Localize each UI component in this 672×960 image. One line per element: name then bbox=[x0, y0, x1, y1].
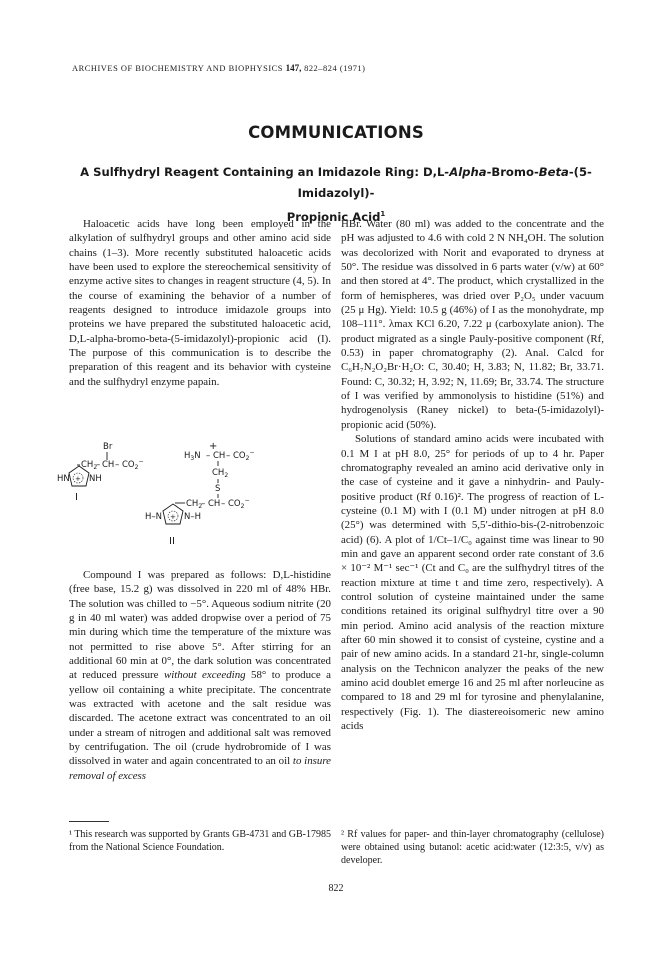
left-column-top bbox=[69, 217, 331, 389]
co2-group: $CO_2^-$ bbox=[122, 458, 144, 471]
svg-text:+: + bbox=[75, 475, 81, 483]
n-h-atom: N–H bbox=[184, 512, 201, 522]
h3n-group: $H_3N$ bbox=[184, 451, 201, 462]
svg-text:–: – bbox=[221, 499, 226, 509]
ch2-group-ii: $CH_2$ bbox=[212, 468, 229, 479]
svg-text:+: + bbox=[170, 513, 176, 521]
ch2-group-ii-b: $CH_2$ bbox=[186, 499, 203, 510]
page-number: 822 bbox=[328, 883, 344, 894]
article-title: A Sulfhydryl Reagent Containing an Imidazole Ring: D,L-Alpha-Bromo-Beta-(5-Imidazolyl)- Propionic Acid$^1$ bbox=[80, 165, 592, 224]
footnote-2: ² Rf values for paper- and thin-layer chromatography (cellulose) were obtained using butanol: acetic acid:water (12:3:5, v/v) as developer. bbox=[341, 829, 604, 866]
ch2-group: $CH_2$ bbox=[81, 460, 98, 471]
volume-number: 147, bbox=[285, 63, 302, 73]
preparation-paragraph: Compound I was prepared as follows: D,L-histidine (free base, 15.2 g) was dissolved in 220 ml of 48% HBr. The solution was chilled to −5°. Aqueous sodium nitrite (20 g in 40 ml water) was added dropwise over a period of 75 min during which time the temperature of the mixture was not permitted to rise above 5°. After stirring for an additional 60 min at 0°, the dark solution was concentrated at reduced pressure without exceeding 58° to produce a yellow oil containing a white precipitate. The concentrate was extracted with acetone and the salt residue was discarded. The acetone extract was concentrated to an oil under a stream of nitrogen and additional salt was removed by centrifugation. The oil (crude hydrobromide of I was dissolved in water and again concentrated to an oil to insure removal of excess bbox=[69, 569, 331, 782]
svg-text:+: + bbox=[209, 441, 218, 452]
hn-atom: HN bbox=[57, 474, 70, 484]
continuation-paragraph: HBr. Water (80 ml) was added to the concentrate and the pH was adjusted to 4.6 with cold 2 N NH₄OH. The solution was decolorized with Norit and evaporated to dryness at 50°. The residue was dissolved in 6 parts water (v/w) at 60° and then stored at 4°. The product, which crystallized in the form of hemispheres, was dried over P₂O₅ under vacuum (25 μ Hg). Yield: 10.5 g (46%) of I as the monohydrate, mp 108–111°. λmax KCl 6.20, 7.22 μ (carboxylate anion). The product migrated as a single Pauly-positive component (Rf, 0.53) in paper chromatography (2). Anal. Calcd for C₆H₇N₂O₂Br·H₂O: C, 30.40; H, 3.83; N, 11.82; Br, 33.71. Found: C, 30.32; H, 3.92; N, 11.69; Br, 33.74. The structure of I was verified by ammonolysis to histidine (51%) and hydrogenolysis (Raney nickel) to beta-(5-imidazolyl)-propionic acid (50%). bbox=[341, 218, 604, 431]
footnote-1: ¹ This research was supported by Grants GB-4731 and GB-17985 from the National Science Foundation. bbox=[69, 829, 331, 853]
structure-label-ii: II bbox=[169, 536, 175, 547]
svg-text:–: – bbox=[201, 499, 206, 509]
right-column bbox=[341, 217, 604, 733]
structure-label-i: I bbox=[75, 492, 78, 503]
chemical-structures-figure bbox=[57, 440, 331, 554]
nh-atom: NH bbox=[89, 474, 102, 484]
h-n-atom: H–N bbox=[145, 512, 162, 522]
br-atom: Br bbox=[103, 442, 113, 452]
svg-text:–: – bbox=[206, 451, 211, 461]
svg-text:–: – bbox=[96, 460, 101, 470]
reaction-paragraph: Solutions of standard amino acids were incubated with 0.1 M I at pH 8.0, 25° for periods of up to 4 hr. Paper chromatography revealed an amino acid derivative only in the case of cysteine and it gave a ninhydrin- and Pauly-positive product (Rf 0.16)². The progress of reaction of L-cysteine (0.1 M) with I (0.1 M) under nitrogen at pH 8.0 (25°) was determined with 5,5′-dithio-bis-(2-nitrobenzoic acid) (6). A plot of 1/Ct–1/C₀ against time was linear to 90 min and gave an apparent second order rate constant of 3.6 × 10⁻² M⁻¹ sec⁻¹ (Ct and C₀ are the sulfhydryl titres of the reaction mixture at time t and time zero, respectively). A control solution of cysteine maintained under the same conditions retained its original sulfhydryl titre over a 90 min period. Amino acid analysis of the reaction mixture after 60 min showed it to consist of cysteine, cystine and a pair of new amino acids. In a standard 21-hr, single-column analysis on the Technicon analyzer the peaks of the new amino acid doublet emerge 16 and 25 ml after norleucine as compared to 18 and 29 ml for tyrosine and phenylalanine, respectively (Fig. 1). The diastereoisomeric new amino acids bbox=[341, 433, 604, 733]
co2-group-ii: $CO_2^-$ bbox=[233, 449, 255, 462]
svg-text:–: – bbox=[115, 460, 120, 470]
svg-text:–: – bbox=[226, 451, 231, 461]
footnote-marker: 1 bbox=[380, 210, 386, 218]
running-header bbox=[72, 63, 366, 73]
svg-text:CH: CH bbox=[208, 499, 221, 509]
sulfur-atom: S bbox=[215, 484, 221, 494]
svg-text:CH: CH bbox=[213, 451, 226, 461]
page-range: 822–824 (1971) bbox=[304, 64, 366, 73]
intro-paragraph: Haloacetic acids have long been employed in the alkylation of sulfhydryl groups and other amino acid side chains (1–3). More recently substituted haloacetic acids have been used to explore the stereochemical sensitivity of enzyme active sites to changes in reagent structure (4, 5). In the course of examining the behavior of a number of reagents designed to introduce imidazole groups into proteins we have prepared the substituted haloacetic acid, D,L-alpha-bromo-beta-(5-imidazolyl)-propionic acid (I). The purpose of this communication is to describe the preparation of this reagent and its behavior with cysteine and the sulfhydryl enzyme papain. bbox=[69, 218, 331, 388]
svg-text:CO2−: $CO_2^-$ bbox=[228, 497, 250, 510]
footnote-rule bbox=[69, 821, 109, 822]
journal-name: ARCHIVES OF BIOCHEMISTRY AND BIOPHYSICS bbox=[72, 64, 284, 73]
left-column-bottom bbox=[69, 568, 331, 783]
ch-group: CH bbox=[102, 460, 115, 470]
section-title: COMMUNICATIONS bbox=[248, 123, 424, 142]
